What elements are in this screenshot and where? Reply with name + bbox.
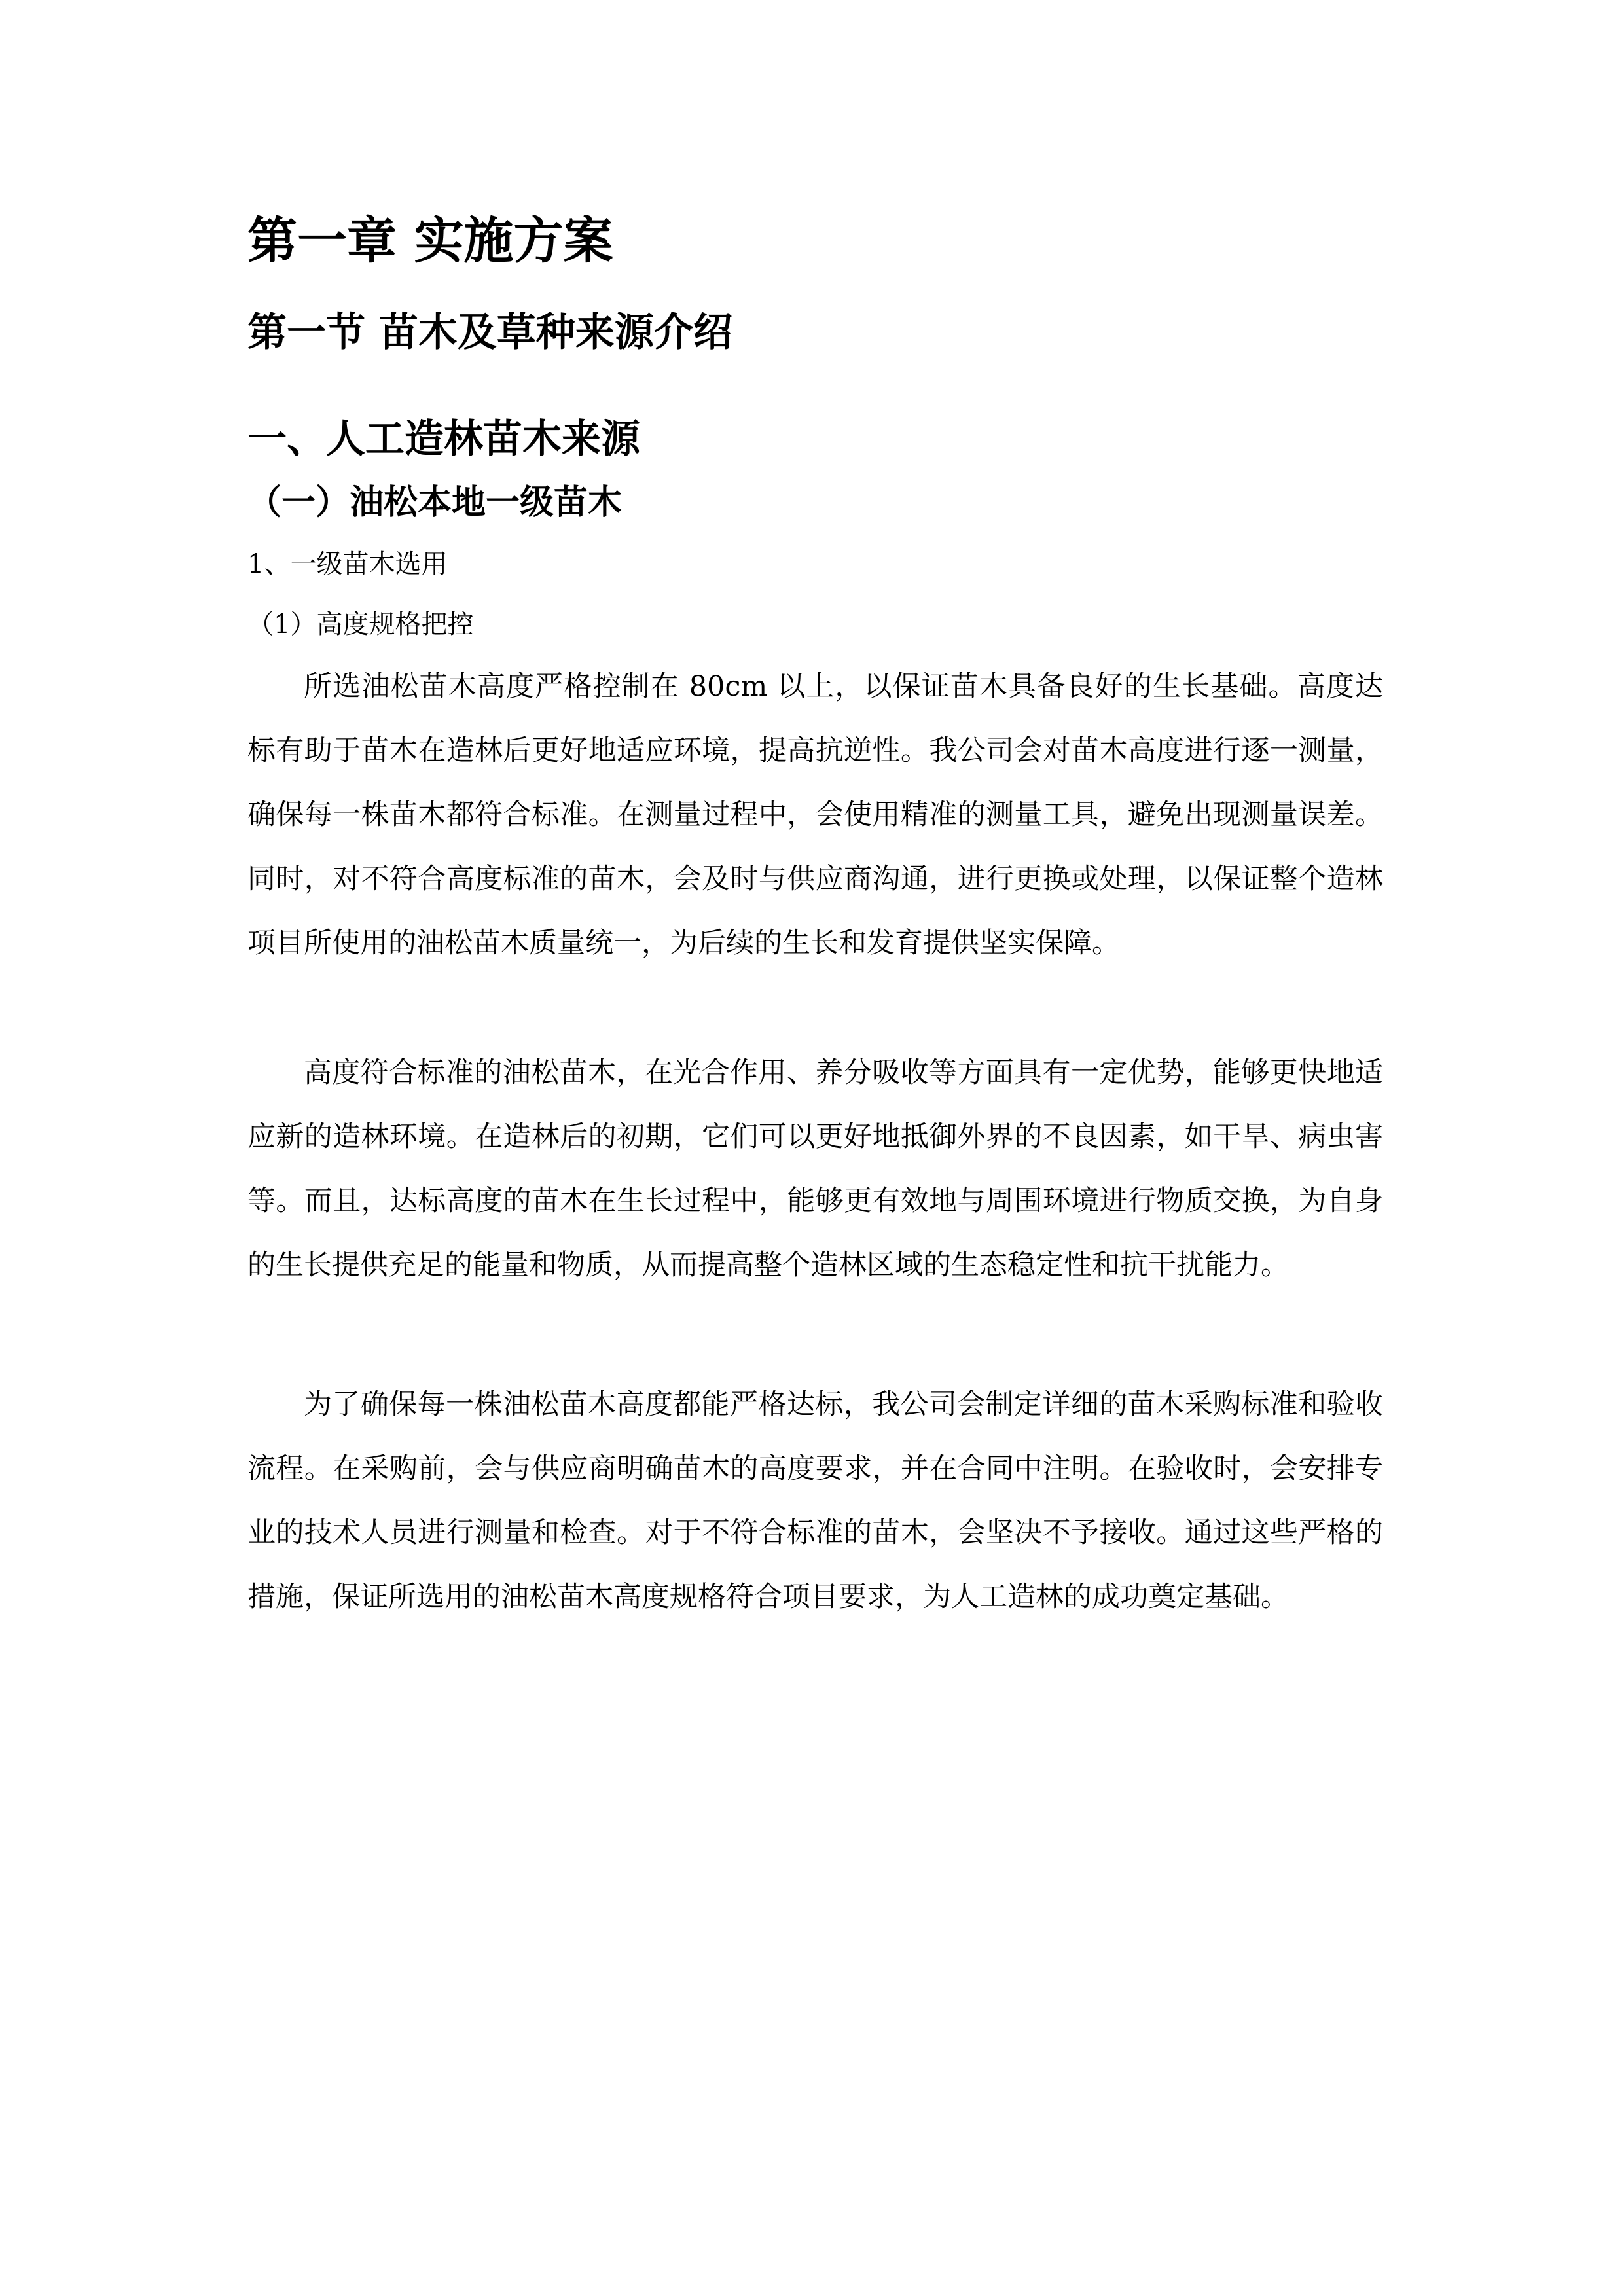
chapter-title: 第一章 实施方案 — [247, 211, 613, 270]
section-title: 第一节 苗木及草种来源介绍 — [247, 310, 732, 355]
sub-heading: （一）油松本地一级苗木 — [247, 482, 623, 522]
item-heading: 1、一级苗木选用 — [247, 549, 448, 579]
sub-item-heading: （1）高度规格把控 — [247, 609, 474, 639]
subsection-title: 一、人工造林苗木来源 — [247, 416, 640, 462]
body-paragraph: 高度符合标准的油松苗木，在光合作用、养分吸收等方面具有一定优势，能够更快地适应新的造林环境。在造林后的初期，它们可以更好地抵御外界的不良因素，如干旱、病虫害等。而且，达标高度的苗木在生长过程中，能够更有效地与周围环境进行物质交换，为自身的生长提供充足的能量和物质，从而提高整个造林区域的生态稳定性和抗干扰能力。 — [247, 1056, 1383, 1282]
body-paragraph: 所选油松苗木高度严格控制在 80cm 以上，以保证苗木具备良好的生长基础。高度达标有助于苗木在造林后更好地适应环境，提高抗逆性。我公司会对苗木高度进行逐一测量，确保每一株苗木都符合标准。在测量过程中，会使用精准的测量工具，避免出现测量误差。同时，对不符合高度标准的苗木，会及时与供应商沟通，进行更换或处理，以保证整个造林项目所使用的油松苗木质量统一，为后续的生长和发育提供坚实保障。 — [247, 670, 1383, 960]
body-paragraph: 为了确保每一株油松苗木高度都能严格达标，我公司会制定详细的苗木采购标准和验收流程。在采购前，会与供应商明确苗木的高度要求，并在合同中注明。在验收时，会安排专业的技术人员进行测量和检查。对于不符合标准的苗木，会坚决不予接收。通过这些严格的措施，保证所选用的油松苗木高度规格符合项目要求，为人工造林的成功奠定基础。 — [247, 1388, 1383, 1613]
